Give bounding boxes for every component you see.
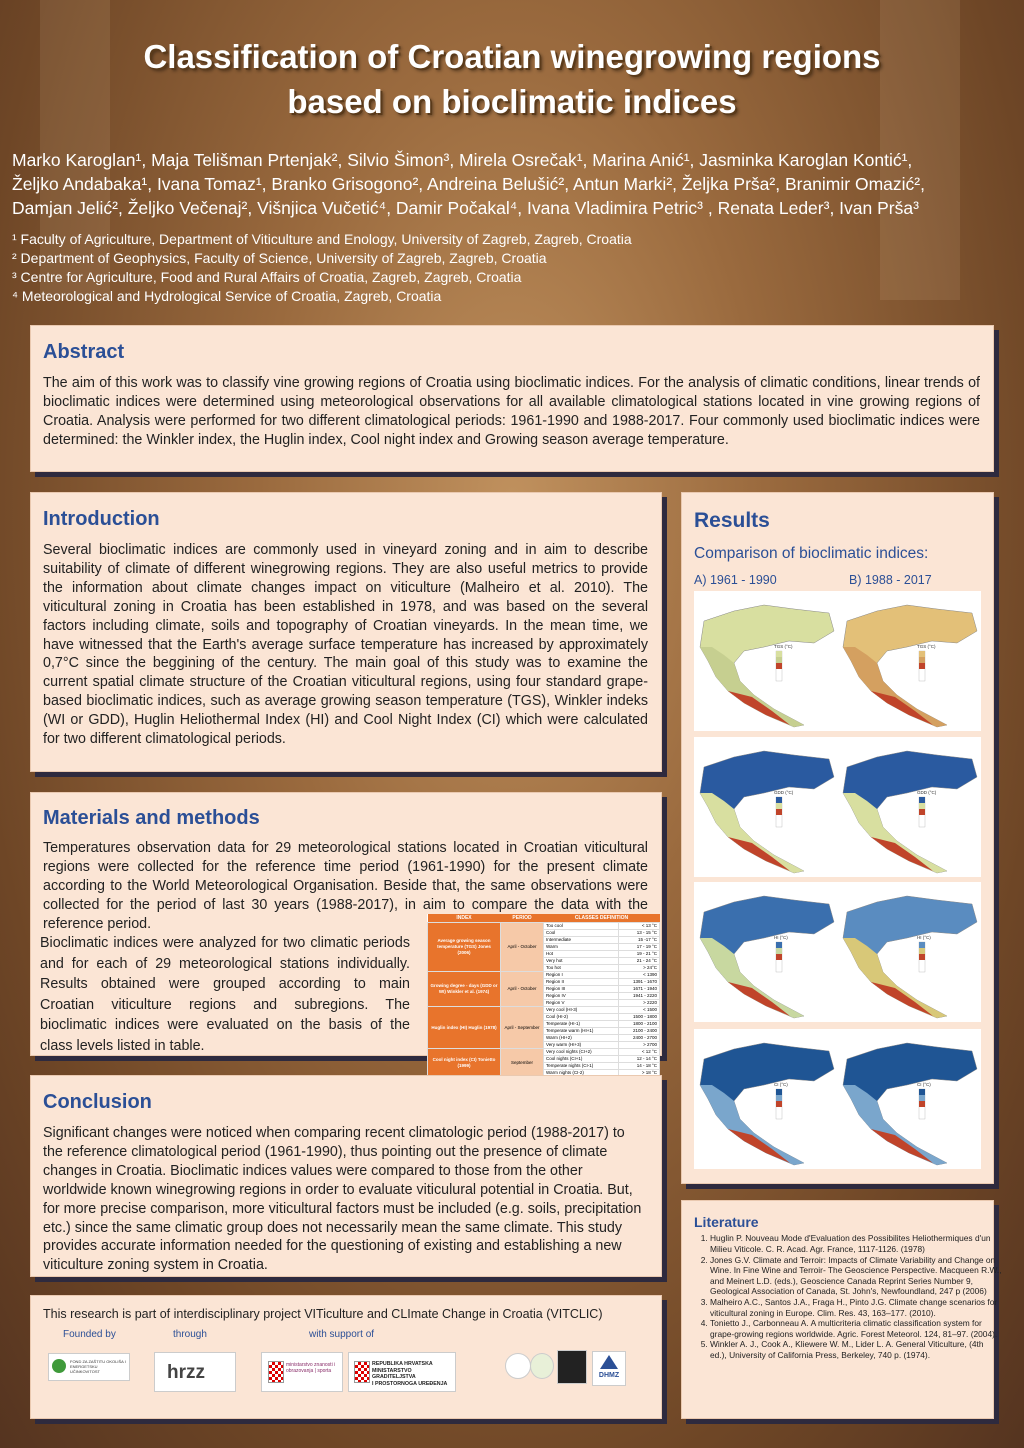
title-line-1: Classification of Croatian winegrowing regions — [143, 38, 881, 75]
abstract-text: The aim of this work was to classify vine growing regions of Croatia using bioclimatic indices. For the analysis of climatic conditions, linear trends of bioclimatic indices were determined using meteorological observations for all available climatological stations located in vine growing regions of Croatia. Analysis were performed for two different climatological periods: 1961-1990 and 1988-2017. Four commonly used bioclimatic indices were determined: the Winkler index, the Huglin index, Cool night index and Growing season average temperature. — [43, 375, 980, 448]
croatia-map-svg — [837, 591, 981, 731]
legend-title: GDD (°C) — [917, 790, 937, 795]
coastal-region-shape — [700, 647, 804, 727]
map-period-b-index-2 — [837, 737, 981, 877]
legend-swatch — [919, 1089, 925, 1095]
literature-item: 2. Jones G.V. Climate and Terroir: Impacts of Climate Variability and Change on Wine. In Fine Wine and Terroir- The Geoscience Perspective. Macqueen R.W., and Meinert L.D. (eds.), Geoscience Canada Reprint Series Number 9, Geological Association of Canada, St. John's, Newfoundland, 247 p (2006) — [710, 1255, 1002, 1297]
table-value-cell: 1391 - 1670 — [618, 979, 659, 986]
map-period-a-index-4 — [694, 1029, 838, 1169]
mgipu-line: I PROSTORNOGA UREĐENJA — [372, 1380, 448, 1387]
table-class-cell: Very cool nights (CI+2) — [544, 1049, 619, 1056]
legend-swatch — [776, 663, 782, 669]
table-value-cell: 1671 - 1940 — [618, 986, 659, 993]
poster-title — [0, 34, 1024, 124]
table-value-cell: 1800 - 2100 — [618, 1021, 659, 1028]
south-region-shape — [728, 982, 790, 1016]
table-class-cell: Very hot — [544, 958, 619, 965]
classes-table — [427, 914, 660, 1077]
legend-swatch — [776, 657, 782, 663]
legend-title: GDD (°C) — [774, 790, 794, 795]
affiliation: ⁴ Meteorological and Hydrological Service of Croatia, Zagreb, Croatia — [12, 288, 442, 304]
legend-swatch — [919, 803, 925, 809]
affiliations — [12, 230, 1016, 306]
table-class-cell: Cool (HI-2) — [544, 1014, 619, 1021]
table-class-cell: Warm (HI+2) — [544, 1035, 619, 1042]
table-value-cell: 19 - 21 °C — [618, 951, 659, 958]
croatia-map-svg — [694, 1029, 838, 1169]
table-index-cell: Growing degree - days (GDD or WI) Winkler et al. (1974) — [428, 972, 501, 1007]
croatia-map-svg — [837, 1029, 981, 1169]
mountain-icon — [600, 1355, 618, 1369]
legend-swatch — [919, 651, 925, 657]
south-region-shape — [871, 982, 933, 1016]
table-class-cell: Warm nights (CI-2) — [544, 1070, 619, 1077]
south-region-shape — [871, 1129, 933, 1163]
table-value-cell: 12 - 14 °C — [618, 1056, 659, 1063]
table-value-cell: 13 - 15 °C — [618, 930, 659, 937]
period-a-label: A) 1961 - 1990 — [694, 573, 777, 587]
map-period-b-index-4 — [837, 1029, 981, 1169]
legend-title: HI (°C) — [774, 935, 788, 940]
literature-item: 4. Tonietto J., Carbonneau A. A multicriteria climatic classification system for grape-growing regions worldwide. Agric. Forest Meteorol. 124, 81–97. (2004). — [710, 1318, 1002, 1339]
literature-item: 1. Huglin P. Nouveau Mode d'Evaluation des Possibilites Heliothermiques d'un Milieu Viticole. C. R. Acad. Agr. France, 1117-1126. (1978) — [710, 1233, 1002, 1254]
table-row — [428, 923, 660, 930]
through-label: through — [173, 1329, 207, 1340]
table-row — [428, 972, 660, 979]
south-region-shape — [871, 691, 933, 725]
literature-heading: Literature — [694, 1214, 759, 1230]
table-value-cell: 2400 - 2700 — [618, 1035, 659, 1042]
authors — [12, 148, 1016, 220]
table-class-cell: Very warm (HI+3) — [544, 1042, 619, 1049]
abstract-heading: Abstract — [43, 341, 125, 363]
results-box — [681, 492, 994, 1184]
table-index-cell: Huglin index (HI) Huglin (1978) — [428, 1007, 501, 1049]
author-line: Damjan Jelić², Željko Večenaj², Višnjica Vučetić⁴, Damir Počakal⁴, Ivana Vladimira Petric³ , Renata Leder³, Ivan Prša³ — [12, 198, 919, 218]
table-value-cell: < 13 °C — [618, 923, 659, 930]
map-period-b-index-3 — [837, 882, 981, 1022]
table-class-cell: Temperate nights (CI-1) — [544, 1063, 619, 1070]
table-class-cell: Region III — [544, 986, 619, 993]
legend-swatch — [776, 1101, 782, 1107]
coastal-region-shape — [843, 793, 947, 873]
table-value-cell: 1941 - 2220 — [618, 993, 659, 1000]
fzoeu-logo — [48, 1353, 130, 1381]
croatian-coat-of-arms-icon — [268, 1361, 284, 1383]
table-class-cell: Hot — [544, 951, 619, 958]
support-label: with support of — [309, 1329, 375, 1340]
leaf-icon — [52, 1359, 66, 1373]
table-class-cell: Region V — [544, 1000, 619, 1007]
coastal-region-shape — [700, 793, 804, 873]
dhmz-text: DHMZ — [598, 1372, 620, 1379]
hrzz-text: hrzz — [167, 1362, 205, 1383]
introduction-text: Several bioclimatic indices are commonly used in vineyard zoning and in aim to describe suitability of climate of different winegrowing regions. They are also useful metrics to provide the information about climate changes impact on viticulture (Malheiro et al. 2010). The viticultural zoning in Croatia has been established in 1978, and was based on the several factors including climate, soils and topography of Croatian vineyards. In the mean time, we have witnessed that the Earth's average surface temperature has increased by approximately 0,7°C since the beggining of the century. The main goal of this study was to examine the current spatial climate structure of the Croatian viticultural regions, using four standard grape-based bioclimatic indices, such as average growing season temperature (TGS), Winkler indeks (WI or GDD), Huglin Heliothermal Index (HI) and Cool Night Index (CI) which were calculated for two different climatological periods. — [43, 542, 648, 748]
south-region-shape — [728, 691, 790, 725]
conclusion-box — [30, 1075, 662, 1277]
table-value-cell: > 2220 — [618, 1000, 659, 1007]
author-line: Željko Andabaka¹, Ivana Tomaz¹, Branko Grisogono², Andreina Belušić², Antun Marki², Željka Prša², Branimir Omazić², — [12, 174, 925, 194]
legend-title: HI (°C) — [917, 935, 931, 940]
table-class-cell: Region IV — [544, 993, 619, 1000]
table-period-cell: April - October — [501, 923, 544, 972]
table-index-cell: Average growing season temperature (TGS) Jones (2006) — [428, 923, 501, 972]
south-region-shape — [871, 837, 933, 871]
legend-swatch — [776, 651, 782, 657]
legend-swatch — [919, 948, 925, 954]
results-subheading: Comparison of bioclimatic indices: — [694, 545, 929, 562]
legend-swatch — [776, 1095, 782, 1101]
affiliation: ² Department of Geophysics, Faculty of Science, University of Zagreb, Zagreb, Croatia — [12, 250, 547, 266]
mgipu-line: MINISTARSTVO GRADITELJSTVA — [372, 1367, 416, 1380]
hrzz-logo — [154, 1352, 236, 1392]
legend-swatch — [776, 797, 782, 803]
croatian-coat-of-arms-icon — [354, 1361, 370, 1383]
legend-title: TGS (°C) — [774, 644, 793, 649]
university-seal-logo — [505, 1353, 531, 1379]
table-class-cell: Intermediate — [544, 937, 619, 944]
table-value-cell: 21 - 24 °C — [618, 958, 659, 965]
table-row — [428, 1049, 660, 1056]
legend-title: CI (°C) — [917, 1082, 931, 1087]
literature-list — [672, 1233, 1002, 1360]
dhmz-logo — [592, 1351, 626, 1386]
methods-text-2: Bioclimatic indices were analyzed for two climatic periods and for each of 29 meteorological stations individually. Results obtained were grouped according to main Croatian viticulture regions and subregions. The bioclimatic indices were evaluated on the basis of the class levels listed in table. — [40, 935, 410, 1054]
legend-swatch — [776, 954, 782, 960]
table-value-cell: < 1390 — [618, 972, 659, 979]
map-period-a-index-2 — [694, 737, 838, 877]
table-value-cell: 1500 - 1800 — [618, 1014, 659, 1021]
table-header: CLASSES DEFINITION — [544, 914, 660, 923]
legend-title: CI (°C) — [774, 1082, 788, 1087]
south-region-shape — [728, 837, 790, 871]
mzo-text: ministarstvo znanosti i obrazovanja | sporta — [286, 1362, 336, 1374]
results-heading: Results — [694, 509, 770, 532]
table-header: INDEX — [428, 914, 501, 923]
map-period-a-index-3 — [694, 882, 838, 1022]
croatia-map-svg — [837, 882, 981, 1022]
table-value-cell: > 2700 — [618, 1042, 659, 1049]
methods-box — [30, 792, 662, 1075]
legend-swatch — [919, 797, 925, 803]
introduction-box — [30, 492, 662, 772]
foundation-logo — [557, 1350, 587, 1384]
founded-by-label: Founded by — [63, 1329, 116, 1340]
table-period-cell: April - October — [501, 972, 544, 1007]
funding-text: This research is part of interdisciplinary project VITiculture and CLImate Change in Croatia (VITCLIC) — [43, 1307, 603, 1321]
legend-swatch — [776, 948, 782, 954]
table-value-cell: > 24°C — [618, 965, 659, 972]
coastal-region-shape — [700, 1085, 804, 1165]
author-line: Marko Karoglan¹, Maja Telišman Prtenjak², Silvio Šimon³, Mirela Osrečak¹, Marina Anić¹, Jasminka Karoglan Kontić¹, — [12, 150, 913, 170]
croatia-map-svg — [837, 737, 981, 877]
introduction-heading: Introduction — [43, 508, 160, 530]
table-value-cell: < 1500 — [618, 1007, 659, 1014]
croatia-map-svg — [694, 737, 838, 877]
coastal-region-shape — [700, 938, 804, 1018]
legend-swatch — [919, 942, 925, 948]
affiliation: ¹ Faculty of Agriculture, Department of Viticulture and Enology, University of Zagreb, Zagreb, Croatia — [12, 231, 632, 247]
methods-heading: Materials and methods — [43, 807, 260, 829]
literature-box — [681, 1200, 1002, 1419]
legend-swatch — [919, 1095, 925, 1101]
table-row — [428, 1007, 660, 1014]
table-class-cell: Region II — [544, 979, 619, 986]
abstract-box — [30, 325, 994, 472]
legend-swatch — [776, 942, 782, 948]
table-value-cell: 15 -17 °C — [618, 937, 659, 944]
mgipu-logo — [348, 1352, 456, 1392]
table-value-cell: 14 - 18 °C — [618, 1063, 659, 1070]
conclusion-heading: Conclusion — [43, 1091, 152, 1113]
table-class-cell: Region I — [544, 972, 619, 979]
table-value-cell: < 12 °C — [618, 1049, 659, 1056]
table-header: PERIOD — [501, 914, 544, 923]
table-class-cell: Cool — [544, 930, 619, 937]
table-class-cell: Temperate warm (HI+1) — [544, 1028, 619, 1035]
funding-box — [30, 1295, 662, 1419]
legend-swatch — [776, 1089, 782, 1095]
coastal-region-shape — [843, 647, 947, 727]
table-value-cell: 17 - 19 °C — [618, 944, 659, 951]
mgipu-line: REPUBLIKA HRVATSKA — [372, 1361, 433, 1367]
faculty-seal-logo — [530, 1353, 554, 1379]
legend-swatch — [919, 657, 925, 663]
croatia-map-svg — [694, 882, 838, 1022]
fzoeu-text: FOND ZA ZAŠTITU OKOLIŠA I ENERGETSKU UČINKOVITOST — [70, 1359, 126, 1374]
legend-swatch — [919, 663, 925, 669]
literature-item: 5. Winkler A. J., Cook A., Kliewere W. M., Lider L. A. General Viticulture, (4th ed.), University of California Press, Berkeley, 740 p. (1974). — [710, 1339, 1002, 1360]
map-period-b-index-1 — [837, 591, 981, 731]
literature-item: 3. Malheiro A.C., Santos J.A., Fraga H., Pinto J.G. Climate change scenarios for viticultural zoning in Europe. Clim. Res. 43, 163–177. (2010). — [710, 1297, 1002, 1318]
affiliation: ³ Centre for Agriculture, Food and Rural Affairs of Croatia, Zagreb, Zagreb, Croatia — [12, 269, 522, 285]
mgipu-text — [372, 1361, 455, 1387]
table-class-cell: Cool nights (CI+1) — [544, 1056, 619, 1063]
south-region-shape — [728, 1129, 790, 1163]
table-class-cell: Very cool (HI-3) — [544, 1007, 619, 1014]
table-period-cell: September — [501, 1049, 544, 1077]
methods-text-1: Temperatures observation data for 29 meteorological stations located in Croatian viticultural regions were collected for the reference time period (1961-1990) for the present climate according to the World Meteorological Organisation. Beside that, the same observations were collected for the period of last 30 years (1988-2017), in aim to compare the data with the reference period. — [43, 840, 648, 932]
table-index-cell: Cool night index (CI) Tonietto (1999) — [428, 1049, 501, 1077]
legend-swatch — [919, 809, 925, 815]
map-period-a-index-1 — [694, 591, 838, 731]
table-class-cell: Temperate (HI-1) — [544, 1021, 619, 1028]
table-class-cell: Too hot — [544, 965, 619, 972]
coastal-region-shape — [843, 1085, 947, 1165]
table-value-cell: > 18 °C — [618, 1070, 659, 1077]
legend-title: TGS (°C) — [917, 644, 936, 649]
legend-swatch — [919, 954, 925, 960]
mzo-logo — [261, 1352, 343, 1392]
croatia-map-svg — [694, 591, 838, 731]
title-line-2: based on bioclimatic indices — [287, 83, 737, 120]
legend-swatch — [776, 803, 782, 809]
table-value-cell: 2100 - 2400 — [618, 1028, 659, 1035]
period-b-label: B) 1988 - 2017 — [849, 573, 932, 587]
legend-swatch — [776, 809, 782, 815]
coastal-region-shape — [843, 938, 947, 1018]
table-class-cell: Too cool — [544, 923, 619, 930]
legend-swatch — [919, 1101, 925, 1107]
table-period-cell: April - September — [501, 1007, 544, 1049]
table-class-cell: Warm — [544, 944, 619, 951]
conclusion-text: Significant changes were noticed when comparing recent climatologic period (1988-2017) to the reference climatological period (1961-1990), thus pointing out the presence of climate changes in Croatia. Bioclimatic indices values were compared to those from the other worldwide known winegrowing regions in order to evaluate viticulural potential in Croatia. But, for more precise comparison, more viticultural factors must be included (e.g. soils, precipitation etc.) since the same climatic group does not necessarily mean the same climate. This study provides accurate information needed for the questioning of existing and establishing a new viticulture zoning system in Croatia. — [43, 1125, 642, 1274]
